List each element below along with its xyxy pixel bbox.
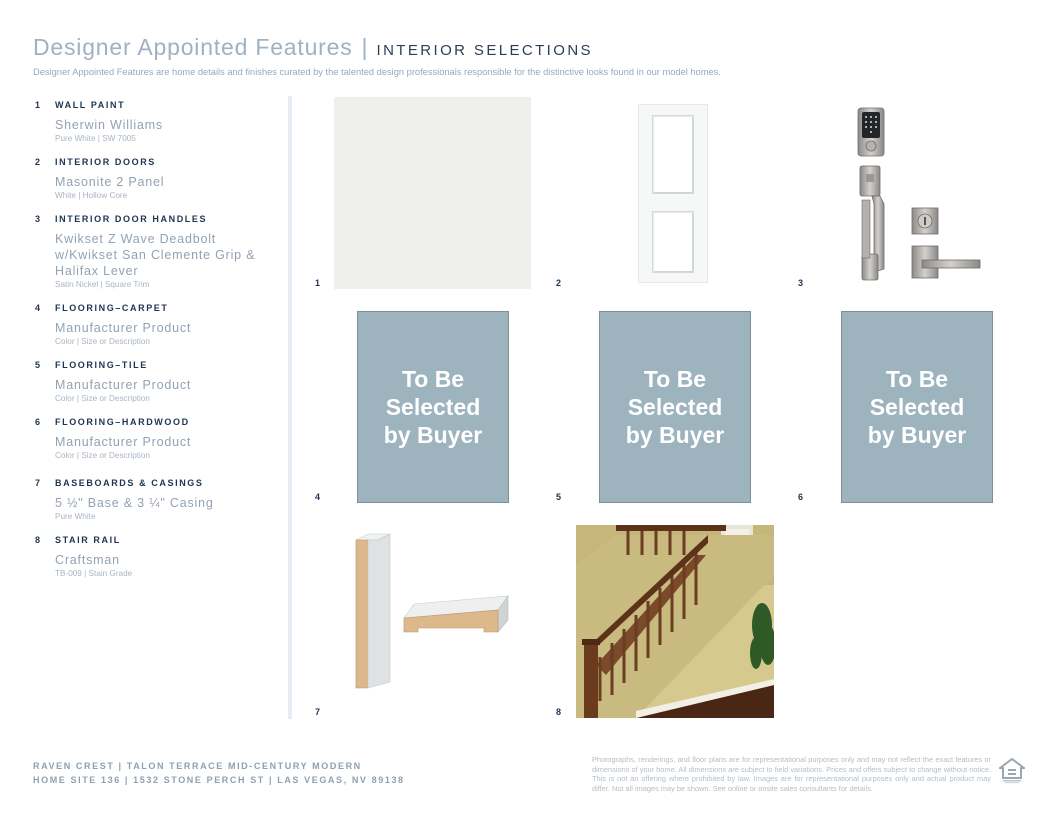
to-be-selected-tile (599, 311, 751, 503)
selection-item-stair-rail (35, 535, 275, 579)
selection-number: 7 (35, 478, 41, 488)
selection-product: Craftsman (55, 553, 120, 567)
image-number-4: 4 (315, 492, 321, 502)
selection-detail: Pure White | SW 7005 (55, 134, 136, 143)
to-be-selected-label: To Be Selected by Buyer (383, 366, 483, 448)
to-be-selected-label: To Be Selected by Buyer (625, 366, 725, 448)
selection-number: 6 (35, 417, 41, 427)
selection-number: 4 (35, 303, 41, 313)
stair-rail-image (576, 525, 774, 718)
baseboard-casing-image (352, 532, 512, 692)
image-number-3: 3 (798, 278, 804, 288)
selection-item-interior-doors (35, 157, 275, 201)
selection-item-baseboards (35, 478, 275, 522)
wall-paint-swatch (334, 97, 531, 289)
selection-category: BASEBOARDS & CASINGS (55, 478, 204, 488)
selection-product: 5 ½" Base & 3 ¼" Casing (55, 496, 214, 510)
selection-category: STAIR RAIL (55, 535, 121, 545)
to-be-selected-carpet (357, 311, 509, 503)
selection-category: INTERIOR DOORS (55, 157, 156, 167)
selection-product: Kwikset Z Wave Deadbolt w/Kwikset San Clemente Grip & Halifax Lever (55, 232, 256, 278)
door-hardware-image (852, 104, 986, 284)
selection-detail: Pure White (55, 512, 96, 521)
image-number-7: 7 (315, 707, 321, 717)
selection-number: 5 (35, 360, 41, 370)
page-header (33, 34, 1033, 77)
legal-disclaimer: Photographs, renderings, and floor plans are for representational purposes only and may not reflect the exact features or dimensions of your home. All dimensions are subject to field variations. Prices and offers subject to change without notice. This is not an offering where prohibited by law. Images are for representational purposes only and actual product may differ. Not all images may be shown. See online or onsite sales consultants for details. (592, 755, 991, 793)
selection-number: 8 (35, 535, 41, 545)
image-number-6: 6 (798, 492, 804, 502)
selection-detail: Satin Nickel | Square Trim (55, 280, 150, 289)
to-be-selected-label: To Be Selected by Buyer (867, 366, 967, 448)
community-info (33, 759, 405, 787)
selection-detail: Color | Size or Description (55, 451, 150, 460)
interior-door-image (638, 104, 708, 283)
title-row (33, 34, 1033, 61)
selection-detail: Color | Size or Description (55, 394, 150, 403)
selection-product: Sherwin Williams (55, 118, 163, 132)
selection-detail: TB-009 | Stain Grade (55, 569, 133, 578)
selection-item-wall-paint (35, 100, 275, 144)
section-title: INTERIOR SELECTIONS (376, 42, 593, 59)
selection-product: Manufacturer Product (55, 378, 192, 392)
selection-item-flooring-hardwood (35, 417, 275, 461)
selection-number: 2 (35, 157, 41, 167)
selection-category: FLOORING–CARPET (55, 303, 169, 313)
community-name: RAVEN CREST | TALON TERRACE MID-CENTURY MODERN (33, 761, 362, 771)
vertical-divider (288, 96, 292, 719)
page-subtitle: Designer Appointed Features are home details and finishes curated by the talented design professionals responsible for the distinctive looks found in our model homes. (33, 67, 721, 77)
image-number-2: 2 (556, 278, 562, 288)
image-number-8: 8 (556, 707, 562, 717)
selection-category: FLOORING–TILE (55, 360, 148, 370)
selection-item-flooring-carpet (35, 303, 275, 347)
selection-product: Masonite 2 Panel (55, 175, 165, 189)
selection-detail: Color | Size or Description (55, 337, 150, 346)
selection-item-door-handles (35, 214, 275, 290)
selection-number: 3 (35, 214, 41, 224)
door-upper-panel (652, 115, 694, 194)
selection-number: 1 (35, 100, 41, 110)
to-be-selected-hardwood (841, 311, 993, 503)
selection-category: WALL PAINT (55, 100, 126, 110)
home-site-address: HOME SITE 136 | 1532 STONE PERCH ST | LAS VEGAS, NV 89138 (33, 775, 405, 785)
selection-category: FLOORING–HARDWOOD (55, 417, 190, 427)
selection-category: INTERIOR DOOR HANDLES (55, 214, 208, 224)
image-number-1: 1 (315, 278, 321, 288)
door-lower-panel (652, 211, 694, 273)
selection-product: Manufacturer Product (55, 435, 192, 449)
equal-housing-opportunity-icon (999, 758, 1025, 784)
selection-product: Manufacturer Product (55, 321, 192, 335)
selection-item-flooring-tile (35, 360, 275, 404)
selections-list (35, 100, 275, 592)
selection-detail: White | Hollow Core (55, 191, 128, 200)
page-title: Designer Appointed Features (33, 34, 353, 60)
title-separator: | (361, 34, 368, 60)
image-number-5: 5 (556, 492, 562, 502)
